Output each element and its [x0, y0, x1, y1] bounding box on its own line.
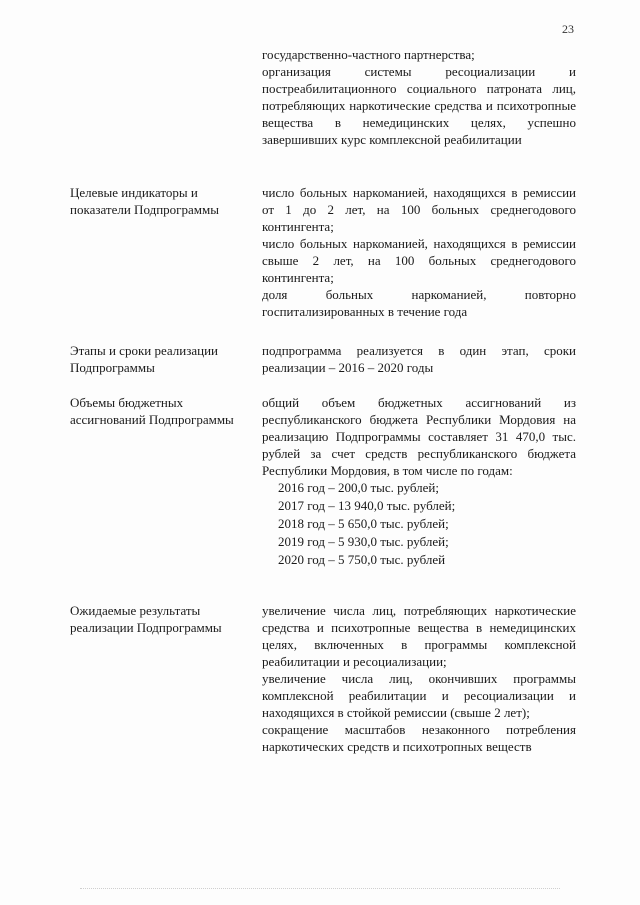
budget-intro: общий объем бюджетных ассигнований из республиканского бюджета Республики Мордовия на реализацию Подпрограммы составляет 31 470,0 тыс. рублей за счет средств республиканского бюджета Республики Мордовия, в том числе по годам: — [262, 395, 576, 478]
budget-year-item: 2020 год – 5 750,0 тыс. рублей — [278, 552, 446, 567]
indicators-content — [262, 184, 576, 320]
results-line-1: увеличение числа лиц, потребляющих наркотические средства и психотропные вещества в немедицинских целях, включенных в программы комплексной реабилитации и ресоциализации; — [262, 603, 576, 669]
budget-year-item: 2018 год – 5 650,0 тыс. рублей; — [278, 516, 449, 531]
indicator-line-2: число больных наркоманией, находящихся в ремиссии свыше 2 лет, на 100 больных среднегодового контингента; — [262, 236, 576, 285]
page-number: 23 — [562, 22, 574, 36]
top-line-2: организация системы ресоциализации и постреабилитационного социального патроната лиц, потребляющих наркотические средства и психотропные вещества в немедицинских целях, успешно завершивших курс комплексной реабилитации — [262, 64, 576, 147]
stages-content — [262, 342, 576, 376]
results-line-3: сокращение масштабов незаконного потребления наркотических средств и психотропных веществ — [262, 722, 576, 754]
stages-label: Этапы и сроки реализации Подпрограммы — [70, 343, 218, 375]
scan-artifact-divider — [80, 888, 560, 889]
budget-content — [262, 394, 576, 569]
results-label: Ожидаемые результаты реализации Подпрограммы — [70, 603, 222, 635]
budget-years-list — [262, 479, 576, 569]
indicator-line-1: число больных наркоманией, находящихся в ремиссии от 1 до 2 лет, на 100 больных среднегодового контингента; — [262, 185, 576, 234]
indicators-label: Целевые индикаторы и показатели Подпрограммы — [70, 185, 219, 217]
budget-label: Объемы бюджетных ассигнований Подпрограммы — [70, 395, 234, 427]
results-content — [262, 602, 576, 755]
top-line-1: государственно-частного партнерства; — [262, 47, 475, 62]
results-line-2: увеличение числа лиц, окончивших программы комплексной реабилитации и ресоциализации и находящихся в стойкой ремиссии (свыше 2 лет); — [262, 671, 576, 720]
stages-line-1: подпрограмма реализуется в один этап, сроки реализации – 2016 – 2020 годы — [262, 343, 576, 375]
budget-year-item: 2016 год – 200,0 тыс. рублей; — [278, 480, 439, 495]
budget-year-item: 2017 год – 13 940,0 тыс. рублей; — [278, 498, 456, 513]
budget-year-item: 2019 год – 5 930,0 тыс. рублей; — [278, 534, 449, 549]
section-top-content — [262, 46, 576, 148]
indicator-line-3: доля больных наркоманией, повторно госпитализированных в течение года — [262, 287, 576, 319]
